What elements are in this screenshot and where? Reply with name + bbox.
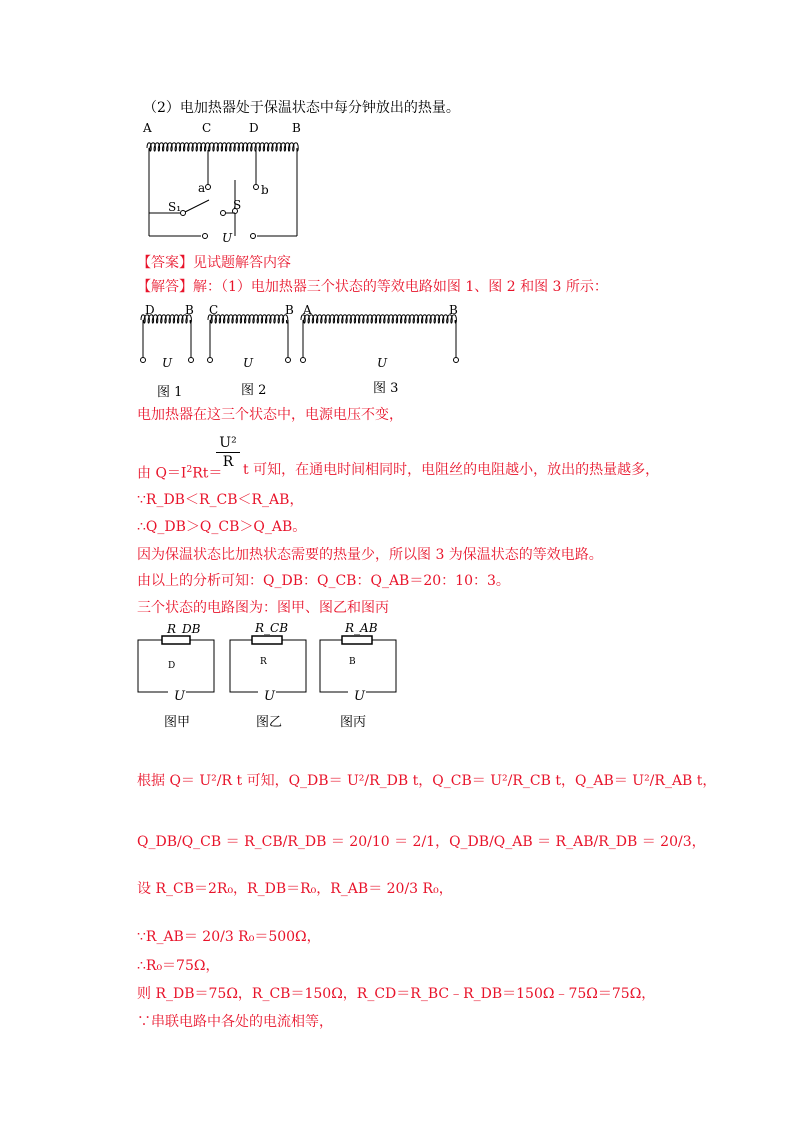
res-fig-yi-caption: 图乙	[256, 715, 283, 730]
voltage-label-U: U	[222, 231, 233, 245]
solution-line5: 因为保温状态比加热状态需要的热量少，所以图 3 为保温状态的等效电路。	[137, 547, 603, 563]
answer-text: 见试题解答内容	[193, 255, 291, 271]
solution-line2	[137, 461, 222, 483]
answer-line	[137, 254, 291, 272]
res-fig-bing-U: U	[354, 689, 365, 704]
node-label-C: C	[202, 121, 212, 135]
switch-label-S: S	[233, 198, 242, 212]
fig2-label-U: U	[243, 356, 254, 370]
res-fig-bing-label: R_AB	[345, 621, 378, 635]
fig2-caption: 图 2	[241, 383, 267, 398]
fig3-label-U: U	[377, 356, 388, 370]
fig2-label-C: C	[209, 303, 219, 317]
solution-line9: Q_DB/Q_CB ＝ R_CB/R_DB ＝ 20/10 ＝ 2/1，Q_DB/Q_AB ＝ R_AB/R_DB ＝ 20/3，	[137, 834, 706, 850]
line2-mid: Rt＝	[192, 465, 223, 482]
fig1-label-U: U	[162, 356, 173, 370]
solution-line4	[137, 518, 306, 536]
res-fig-bing-node: B	[349, 657, 356, 667]
solution-line10: 设 R_CB＝2R₀，R_DB＝R₀，R_AB＝ 20/3 R₀，	[137, 881, 453, 897]
res-fig-jia-label: R_DB	[167, 622, 201, 636]
solution-line14: ∵串联电路中各处的电流相等，	[137, 1014, 333, 1030]
solution-line1: 电加热器在这三个状态中，电源电压不变，	[137, 407, 403, 423]
line2-fraction	[216, 435, 240, 470]
node-label-B: B	[292, 121, 301, 135]
line2-prefix: 由 Q＝I	[137, 465, 187, 482]
fig2-label-B: B	[285, 303, 294, 317]
fig3-caption: 图 3	[373, 381, 399, 396]
solution-tag: 【解答】	[137, 279, 193, 295]
fig1-label-D: D	[145, 303, 155, 317]
fig1-caption: 图 1	[157, 385, 183, 400]
solution-line3	[137, 491, 303, 509]
res-fig-yi-U: U	[264, 689, 275, 704]
switch-label-S1: S₁	[168, 200, 182, 214]
solution-line11: ∵R_AB＝ 20/3 R₀＝500Ω，	[137, 929, 321, 945]
node-label-D: D	[249, 121, 259, 135]
res-fig-yi-node: R	[260, 657, 267, 667]
line2-suffix: t 可知，在通电时间相同时，电阻丝的电阻越小，放出的热量越多，	[243, 462, 660, 478]
solution-line8: 根据 Q＝ U²/R t 可知，Q_DB＝ U²/R_DB t，Q_CB＝ U²/R_CB t，Q_AB＝ U²/R_AB t，	[137, 773, 717, 789]
terminal-label-b: b	[261, 183, 269, 197]
res-fig-jia-node: D	[168, 661, 176, 671]
res-fig-yi-label: R_CB	[255, 621, 289, 635]
main-circuit-diagram	[135, 118, 310, 250]
terminal-label-a: a	[198, 181, 206, 195]
fig3-label-B: B	[449, 303, 458, 317]
line2-sup: 2	[186, 465, 193, 475]
solution-line6: 由以上的分析可知：Q_DB：Q_CB：Q_AB＝20：10：3。	[137, 573, 510, 589]
solution-intro-line	[137, 278, 608, 296]
line4-text: ∴Q_DB＞Q_CB＞Q_AB。	[137, 519, 307, 535]
solution-line12: ∴R₀＝75Ω，	[137, 958, 220, 974]
fig3-label-A: A	[303, 303, 312, 317]
res-fig-jia-U: U	[174, 689, 185, 704]
solution-intro: 解：（1）电加热器三个状态的等效电路如图 1、图 2 和图 3 所示：	[193, 279, 608, 295]
resistor-circuits-figures	[130, 618, 420, 730]
res-fig-jia-caption: 图甲	[164, 715, 191, 730]
node-label-A: A	[143, 121, 152, 135]
line3-text: ∵R_DB＜R_CB＜R_AB，	[137, 492, 304, 508]
solution-line7: 三个状态的电路图为：图甲、图乙和图丙	[137, 600, 389, 616]
solution-line13: 则 R_DB＝75Ω，R_CB＝150Ω，R_CD＝R_BC﹣R_DB＝150Ω﹣75Ω＝75Ω，	[137, 986, 656, 1002]
fig1-label-B: B	[185, 303, 194, 317]
line2-frac-den: R	[222, 454, 234, 470]
question-part2: （2）电加热器处于保温状态中每分钟放出的热量。	[143, 100, 460, 116]
answer-tag: 【答案】	[137, 255, 193, 271]
line2-frac-num: U²	[219, 435, 237, 451]
res-fig-bing-caption: 图丙	[340, 715, 367, 730]
equivalent-circuits-figures	[135, 300, 470, 400]
